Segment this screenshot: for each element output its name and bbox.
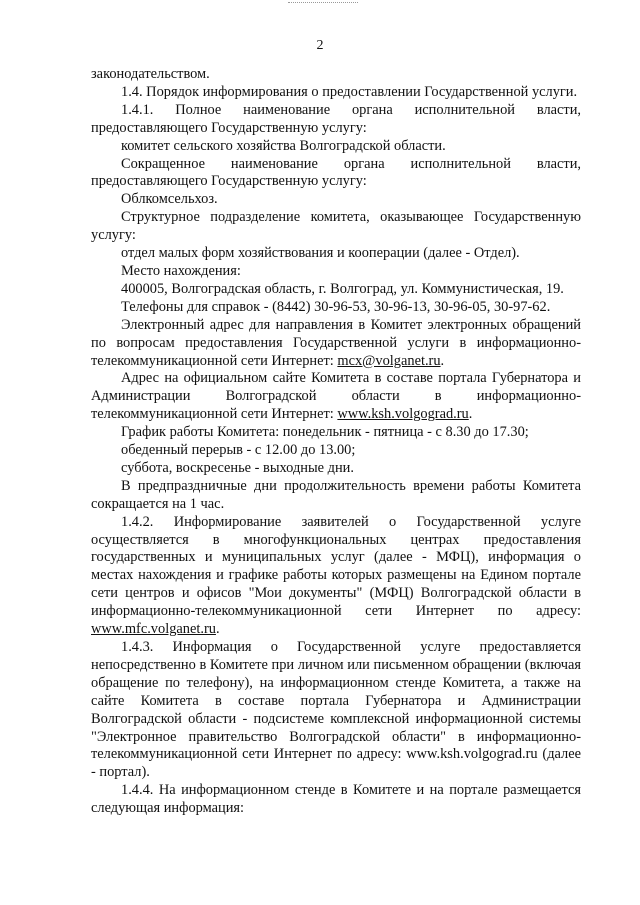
email-paragraph-end: . bbox=[440, 352, 445, 369]
website-paragraph bbox=[91, 370, 581, 424]
paragraph-1-4-3: 1.4.3. Информация о Государственной услуге предоставляется непосредственно в Комитете при личном или письменном обращении (включая обращение по телефону), на информационном стенде Комитета, а также на сайте Комитета в составе портала Губернатора и Администрации Волгоградской области - подсистеме комплексной информационной системы "Электронное правительство Волгоградской области" в информационно-телекоммуникационной сети Интернет по адресу: www.ksh.volgograd.ru (далее - портал). bbox=[91, 639, 581, 781]
full-agency-name: комитет сельского хозяйства Волгоградской области. bbox=[121, 137, 446, 154]
scan-top-marks bbox=[288, 2, 358, 5]
paragraph-continuation: законодательством. bbox=[91, 66, 210, 82]
website-paragraph-text: Адрес на официальном сайте Комитета в составе портала Губернатора и Администрации Волгоградской области в информационно-телекоммуникационной сети Интернет: bbox=[91, 370, 581, 423]
structural-unit-label: Структурное подразделение комитета, оказывающее Государственную услугу: bbox=[91, 209, 581, 244]
paragraph-1-4-2 bbox=[91, 514, 581, 639]
days-off: суббота, воскресенье - выходные дни. bbox=[121, 459, 354, 476]
location-address: 400005, Волгоградская область, г. Волгоград, ул. Коммунистическая, 19. bbox=[121, 280, 564, 297]
page-number: 2 bbox=[316, 38, 324, 53]
short-agency-name: Облкомсельхоз. bbox=[121, 191, 218, 208]
website-link[interactable]: www.ksh.volgograd.ru bbox=[337, 406, 469, 423]
website-paragraph-end: . bbox=[468, 406, 473, 423]
paragraph-1-4-2-text: 1.4.2. Информирование заявителей о Государственной услуге осуществляется в многофункциональных центрах предоставления государственных и муниципальных услуг (далее - МФЦ), информация о местах нахождения и графике работы которых размещены на Едином портале сети центров и офисов "Мои документы" (МФЦ) Волгоградской области в информационно-телекоммуникационной сети Интернет по адресу: bbox=[91, 513, 581, 620]
paragraph-1-4-1: 1.4.1. Полное наименование органа исполнительной власти, предоставляющего Государственную услугу: bbox=[91, 101, 581, 136]
section-1-4-heading: 1.4. Порядок информирования о предоставлении Государственной услуги. bbox=[121, 83, 578, 100]
work-schedule: График работы Комитета: понедельник - пятница - с 8.30 до 17.30; bbox=[121, 424, 529, 441]
short-name-label: Сокращенное наименование органа исполнительной власти, предоставляющего Государственную услугу: bbox=[91, 155, 581, 190]
email-paragraph bbox=[91, 317, 581, 371]
pre-holiday-note: В предпраздничные дни продолжительность времени работы Комитета сокращается на 1 час. bbox=[91, 477, 581, 512]
lunch-break: обеденный перерыв - с 12.00 до 13.00; bbox=[121, 442, 356, 459]
mfc-link[interactable]: www.mfc.volganet.ru bbox=[91, 621, 216, 638]
location-label: Место нахождения: bbox=[121, 262, 241, 279]
email-paragraph-text: Электронный адрес для направления в Комитет электронных обращений по вопросам предоставления Государственной услуги в информационно-телекоммуникационной сети Интернет: bbox=[91, 316, 581, 369]
phone-numbers: Телефоны для справок - (8442) 30-96-53, 30-96-13, 30-96-05, 30-97-62. bbox=[121, 298, 551, 315]
paragraph-1-4-2-end: . bbox=[215, 621, 220, 638]
structural-unit-name: отдел малых форм хозяйствования и кооперации (далее - Отдел). bbox=[121, 245, 520, 262]
paragraph-1-4-4: 1.4.4. На информационном стенде в Комитете и на портале размещается следующая информация: bbox=[91, 782, 581, 817]
document-body bbox=[91, 66, 581, 818]
email-link[interactable]: mcx@volganet.ru bbox=[337, 352, 441, 369]
